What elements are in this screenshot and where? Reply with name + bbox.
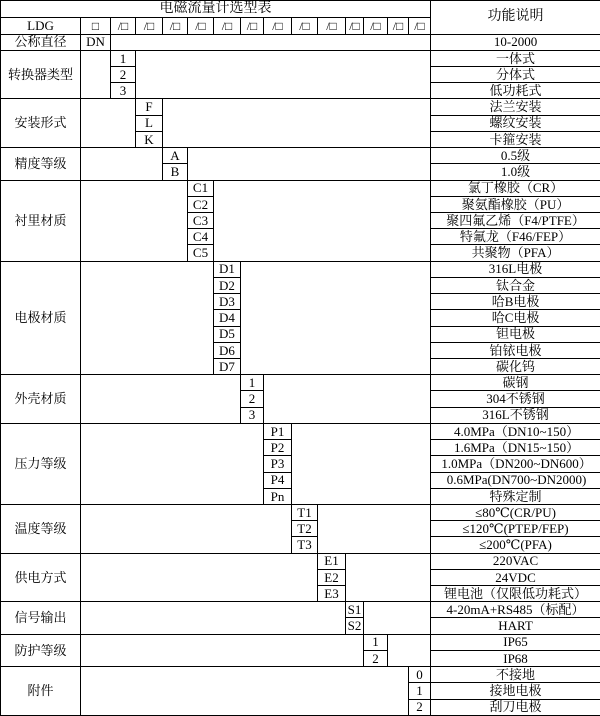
option-desc-power-supply-E3: 锂电池（仅限低功耗式） — [431, 586, 600, 602]
option-code-signal-output-S1: S1 — [346, 602, 364, 618]
option-desc-electrode-material-D6: 铂铱电极 — [431, 342, 600, 358]
category-label-pressure-rating: 压力等级 — [1, 423, 81, 504]
option-desc-lining-material-C5: 共聚物（PFA） — [431, 245, 600, 261]
option-desc-power-supply-E1: 220VAC — [431, 553, 600, 569]
option-code-power-supply-E1: E1 — [318, 553, 346, 569]
option-code-signal-output-S2: S2 — [346, 618, 364, 634]
spacer-cell — [111, 34, 431, 50]
option-desc-electrode-material-D1: 316L电极 — [431, 261, 600, 277]
model-code-slot: /□ — [111, 18, 136, 34]
option-desc-pressure-rating-P4: 0.6MPa(DN700~DN2000) — [431, 472, 600, 488]
option-code-electrode-material-D3: D3 — [214, 294, 241, 310]
function-column-header: 功能说明 — [431, 1, 600, 35]
option-code-electrode-material-D5: D5 — [214, 326, 241, 342]
option-desc-pressure-rating-P1: 4.0MPa（DN10~150） — [431, 423, 600, 439]
option-code-housing-material-3: 3 — [241, 407, 264, 423]
option-code-electrode-material-D4: D4 — [214, 310, 241, 326]
title-row — [1, 1, 600, 18]
option-desc-electrode-material-D5: 钽电极 — [431, 326, 600, 342]
spacer-cell — [241, 261, 431, 375]
category-label-signal-output: 信号输出 — [1, 602, 81, 634]
option-code-accuracy-grade-B: B — [163, 164, 188, 180]
model-code-slot: /□ — [318, 18, 346, 34]
option-desc-electrode-material-D7: 碳化钨 — [431, 358, 600, 374]
option-row-accessories-0 — [1, 667, 600, 683]
spacer-cell — [81, 180, 188, 261]
table-title: 电磁流量计选型表 — [1, 1, 431, 18]
spacer-cell — [163, 99, 431, 148]
category-label-nominal-diameter: 公称直径 — [1, 34, 81, 50]
option-code-protection-rating-2: 2 — [364, 650, 388, 666]
option-desc-housing-material-3: 316L不锈钢 — [431, 407, 600, 423]
option-desc-electrode-material-D3: 哈B电极 — [431, 294, 600, 310]
option-desc-converter-type-2: 分体式 — [431, 67, 600, 83]
spacer-cell — [292, 423, 431, 504]
option-desc-installation-type-F: 法兰安装 — [431, 99, 600, 115]
spacer-cell — [81, 602, 346, 634]
option-code-electrode-material-D1: D1 — [214, 261, 241, 277]
category-label-housing-material: 外壳材质 — [1, 375, 81, 424]
option-desc-accessories-2: 刮刀电极 — [431, 699, 600, 715]
option-code-lining-material-C5: C5 — [188, 245, 214, 261]
option-desc-lining-material-C1: 氯丁橡胶（CR） — [431, 180, 600, 196]
model-prefix: LDG — [1, 18, 81, 34]
option-code-converter-type-2: 2 — [111, 67, 136, 83]
option-code-temperature-rating-T2: T2 — [292, 521, 318, 537]
model-code-slot: /□ — [241, 18, 264, 34]
option-desc-signal-output-S2: HART — [431, 618, 600, 634]
spacer-cell — [81, 504, 292, 553]
option-code-nominal-diameter-DN: DN — [81, 34, 111, 50]
option-code-housing-material-1: 1 — [241, 375, 264, 391]
category-label-power-supply: 供电方式 — [1, 553, 81, 602]
option-code-accessories-0: 0 — [409, 667, 431, 683]
option-desc-converter-type-3: 低功耗式 — [431, 83, 600, 99]
spacer-cell — [136, 50, 431, 99]
model-code-slot: /□ — [163, 18, 188, 34]
spacer-cell — [346, 553, 431, 602]
option-desc-housing-material-2: 304不锈钢 — [431, 391, 600, 407]
option-code-lining-material-C3: C3 — [188, 213, 214, 229]
model-code-slot: /□ — [136, 18, 163, 34]
option-code-converter-type-1: 1 — [111, 50, 136, 66]
model-code-slot: /□ — [346, 18, 364, 34]
category-label-temperature-rating: 温度等级 — [1, 504, 81, 553]
option-row-electrode-material-D1 — [1, 261, 600, 277]
option-code-installation-type-L: L — [136, 115, 163, 131]
option-row-installation-type-F — [1, 99, 600, 115]
option-code-pressure-rating-P3: P3 — [264, 456, 292, 472]
option-code-accessories-1: 1 — [409, 683, 431, 699]
option-code-pressure-rating-P2: P2 — [264, 440, 292, 456]
option-desc-pressure-rating-P2: 1.6MPa（DN15~150） — [431, 440, 600, 456]
category-label-accessories: 附件 — [1, 667, 81, 716]
spacer-cell — [81, 99, 136, 148]
model-code-slot: /□ — [409, 18, 431, 34]
option-code-lining-material-C2: C2 — [188, 196, 214, 212]
spacer-cell — [81, 667, 409, 716]
category-label-accuracy-grade: 精度等级 — [1, 148, 81, 180]
option-code-power-supply-E3: E3 — [318, 586, 346, 602]
model-code-slot: /□ — [388, 18, 409, 34]
option-row-converter-type-1 — [1, 50, 600, 66]
option-code-electrode-material-D6: D6 — [214, 342, 241, 358]
option-desc-protection-rating-1: IP65 — [431, 634, 600, 650]
option-row-housing-material-1 — [1, 375, 600, 391]
option-desc-accessories-0: 不接地 — [431, 667, 600, 683]
option-desc-lining-material-C4: 特氟龙（F46/FEP） — [431, 229, 600, 245]
category-label-lining-material: 衬里材质 — [1, 180, 81, 261]
option-desc-electrode-material-D4: 哈C电极 — [431, 310, 600, 326]
option-desc-installation-type-L: 螺纹安装 — [431, 115, 600, 131]
option-code-installation-type-K: K — [136, 131, 163, 147]
option-row-pressure-rating-P1 — [1, 423, 600, 439]
option-desc-lining-material-C2: 聚氨酯橡胶（PU） — [431, 196, 600, 212]
spacer-cell — [81, 148, 163, 180]
option-code-electrode-material-D2: D2 — [214, 277, 241, 293]
option-code-converter-type-3: 3 — [111, 83, 136, 99]
option-desc-lining-material-C3: 聚四氟乙烯（F4/PTFE） — [431, 213, 600, 229]
category-label-electrode-material: 电极材质 — [1, 261, 81, 375]
category-label-installation-type: 安装形式 — [1, 99, 81, 148]
option-desc-power-supply-E2: 24VDC — [431, 569, 600, 585]
option-code-protection-rating-1: 1 — [364, 634, 388, 650]
model-code-box: □ — [81, 18, 111, 34]
category-label-converter-type: 转换器类型 — [1, 50, 81, 99]
option-desc-electrode-material-D2: 钛合金 — [431, 277, 600, 293]
option-code-power-supply-E2: E2 — [318, 569, 346, 585]
spacer-cell — [81, 375, 241, 424]
option-desc-temperature-rating-T3: ≤200℃(PFA) — [431, 537, 600, 553]
spacer-cell — [264, 375, 431, 424]
option-desc-pressure-rating-P3: 1.0MPa（DN200~DN600） — [431, 456, 600, 472]
option-code-installation-type-F: F — [136, 99, 163, 115]
option-code-lining-material-C1: C1 — [188, 180, 214, 196]
option-desc-converter-type-1: 一体式 — [431, 50, 600, 66]
option-desc-housing-material-1: 碳钢 — [431, 375, 600, 391]
spacer-cell — [81, 634, 364, 666]
spacer-cell — [81, 423, 264, 504]
option-row-power-supply-E1 — [1, 553, 600, 569]
option-code-electrode-material-D7: D7 — [214, 358, 241, 374]
option-code-pressure-rating-Pn: Pn — [264, 488, 292, 504]
category-label-protection-rating: 防护等级 — [1, 634, 81, 666]
option-code-lining-material-C4: C4 — [188, 229, 214, 245]
option-row-nominal-diameter-DN — [1, 34, 600, 50]
option-row-signal-output-S1 — [1, 602, 600, 618]
option-desc-temperature-rating-T1: ≤80℃(CR/PU) — [431, 504, 600, 520]
option-row-lining-material-C1 — [1, 180, 600, 196]
option-code-pressure-rating-P1: P1 — [264, 423, 292, 439]
option-row-temperature-rating-T1 — [1, 504, 600, 520]
option-desc-accessories-1: 接地电极 — [431, 683, 600, 699]
option-code-temperature-rating-T1: T1 — [292, 504, 318, 520]
option-code-temperature-rating-T3: T3 — [292, 537, 318, 553]
option-code-pressure-rating-P4: P4 — [264, 472, 292, 488]
model-code-slot: /□ — [292, 18, 318, 34]
spacer-cell — [81, 553, 318, 602]
model-code-slot: /□ — [214, 18, 241, 34]
option-desc-signal-output-S1: 4-20mA+RS485（标配） — [431, 602, 600, 618]
spacer-cell — [81, 50, 111, 99]
option-desc-installation-type-K: 卡箍安装 — [431, 131, 600, 147]
option-desc-accuracy-grade-A: 0.5级 — [431, 148, 600, 164]
spacer-cell — [81, 261, 214, 375]
option-code-accuracy-grade-A: A — [163, 148, 188, 164]
model-code-slot: /□ — [364, 18, 388, 34]
spacer-cell — [188, 148, 431, 180]
option-desc-accuracy-grade-B: 1.0级 — [431, 164, 600, 180]
option-row-accuracy-grade-A — [1, 148, 600, 164]
model-code-slot: /□ — [188, 18, 214, 34]
option-desc-pressure-rating-Pn: 特殊定制 — [431, 488, 600, 504]
model-code-slot: /□ — [264, 18, 292, 34]
spacer-cell — [318, 504, 431, 553]
spacer-cell — [214, 180, 431, 261]
option-row-protection-rating-1 — [1, 634, 600, 650]
option-desc-nominal-diameter-DN: 10-2000 — [431, 34, 600, 50]
option-desc-temperature-rating-T2: ≤120℃(PTEP/FEP) — [431, 521, 600, 537]
option-code-housing-material-2: 2 — [241, 391, 264, 407]
option-code-accessories-2: 2 — [409, 699, 431, 715]
spacer-cell — [388, 634, 431, 666]
option-desc-protection-rating-2: IP68 — [431, 650, 600, 666]
spacer-cell — [364, 602, 431, 634]
